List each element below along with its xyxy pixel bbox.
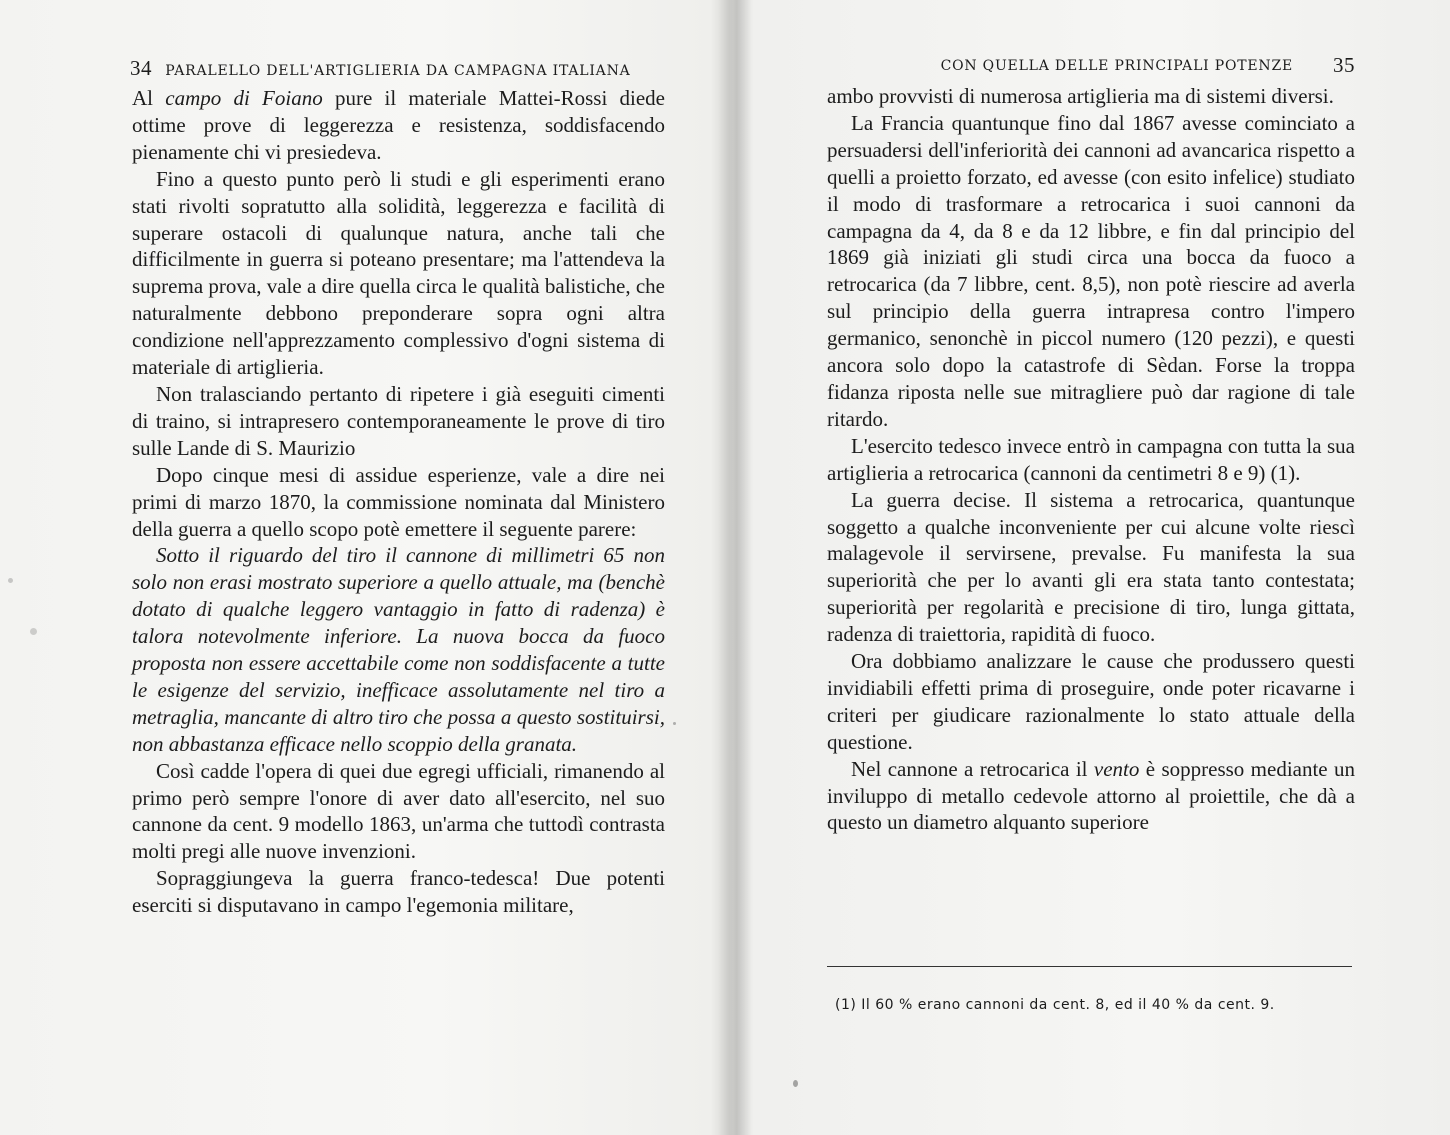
left-running-title: PARALELLO DELL'ARTIGLIERIA DA CAMPAGNA ITALIANA [165, 63, 631, 79]
scan-speck [8, 578, 13, 583]
paragraph: Nel cannone a retrocarica il vento è soppresso mediante un inviluppo di metallo cedevole attorno al proiettile, che dà a questo un diametro alquanto superiore [827, 756, 1356, 835]
left-page [0, 0, 718, 1135]
paragraph: Così cadde l'opera di quei due egregi ufficiali, rimanendo al primo però sempre l'onore di aver dato all'esercito, nel suo cannone da cent. 9 modello 1863, un'arma che tuttodì contrasta molti pregi alle nuove invenzioni. [132, 758, 665, 864]
paragraph: La Francia quantunque fino dal 1867 avesse cominciato a persuadersi dell'inferiorità dei cannoni ad avancarica rispetto a quelli a proietto forzato, ed avesse (con esito infelice) studiato il modo di trasformare a retrocarica i suoi cannoni da campagna da 4, da 8 e da 12 libbre, e fin dal principio del 1869 già iniziati gli studi circa una bocca da fuoco a retrocarica (da 7 libbre, cent. 8,5), non potè riescire ad averla sul principio della guerra intrapresa contro l'impero germanico, senonchè in piccol numero (120 pezzi), e questi ancora solo dopo la catastrofe di Sèdan. Forse la troppa fidanza riposta nelle sue mitragliere può dar ragione di tale ritardo. [827, 110, 1355, 431]
paragraph: Dopo cinque mesi di assidue esperienze, vale a dire nei primi di marzo 1870, la commissione nominata dal Ministero della guerra a quello scopo potè emettere il seguente parere: [132, 462, 665, 541]
paragraph: Fino a questo punto però li studi e gli esperimenti erano stati rivolti sopratutto alla solidità, leggerezza e facilità di superare ostacoli di qualunque natura, anche tali che difficilmente in guerra si poteano presentare; ma l'attendeva la suprema prova, vale a dire quella circa le qualità balistiche, che naturalmente debbono preponderare sopra ogni altra condizione nell'apprezzamento complessivo d'ogni sistema di materiale di artiglieria. [132, 166, 665, 380]
book-gutter [718, 0, 752, 1135]
right-text-block [827, 83, 1355, 836]
paragraph: Al campo di Foiano pure il materiale Mattei-Rossi diede ottime prove di leggerezza e resistenza, soddisfacendo pienamente chi vi presiedeva. [132, 86, 665, 164]
paragraph: L'esercito tedesco invece entrò in campagna con tutta la sua artiglieria a retrocarica (cannoni da centimetri 8 e 9) (1). [827, 433, 1355, 485]
scan-speck [30, 628, 37, 635]
paragraph: ambo provvisti di numerosa artiglieria ma di sistemi diversi. [827, 84, 1334, 108]
footnote: (1) Il 60 % erano cannoni da cent. 8, ed il 40 % da cent. 9. [835, 997, 1275, 1013]
right-page [752, 0, 1450, 1135]
scan-speck [673, 722, 676, 725]
right-running-head [827, 53, 1355, 77]
left-page-number: 34 [130, 56, 152, 80]
footnote-divider [827, 966, 1352, 967]
paragraph: Non tralasciando pertanto di ripetere i già eseguiti cimenti di traino, si intrapresero contemporaneamente le prove di tiro sulle Lande di S. Maurizio [132, 381, 665, 460]
quoted-verdict-paragraph: Sotto il riguardo del tiro il cannone di millimetri 65 non solo non erasi mostrato superiore a quello attuale, ma (benchè dotato di qualche leggero vantaggio in fatto di radenza) è talora notevolmente inferiore. La nuova bocca da fuoco proposta non essere accettabile come non soddisfacente a tutte le esigenze del servizio, inefficace assolutamente nel tiro a metraglia, mancante di altro tiro che possa a questo sostituirsi, non abbastanza efficace nello scoppio della granata. [132, 543, 665, 756]
left-running-head [130, 56, 665, 81]
paragraph: Ora dobbiamo analizzare le cause che produssero questi invidiabili effetti prima di proseguire, onde poter ricavarne i criteri per giudicare razionalmente lo stato attuale della questione. [827, 649, 1355, 754]
paragraph: La guerra decise. Il sistema a retrocarica, quantunque soggetto a qualche inconveniente per cui alcune volte riescì malagevole il servirsene, prevalse. Fu manifesta la sua superiorità che per lo avanti gli era stata tanto contestata; superiorità per regolarità e precisione di tiro, lunga gittata, radenza di traiettoria, rapidità di fuoco. [827, 487, 1355, 647]
left-text-block [132, 85, 665, 919]
right-page-number: 35 [1333, 53, 1355, 77]
right-running-title: CON QUELLA DELLE PRINCIPALI POTENZE [940, 58, 1293, 74]
scan-speck [793, 1080, 798, 1087]
paragraph: Sopraggiungeva la guerra franco-tedesca! Due potenti eserciti si disputavano in campo l'egemonia militare, [132, 866, 665, 918]
